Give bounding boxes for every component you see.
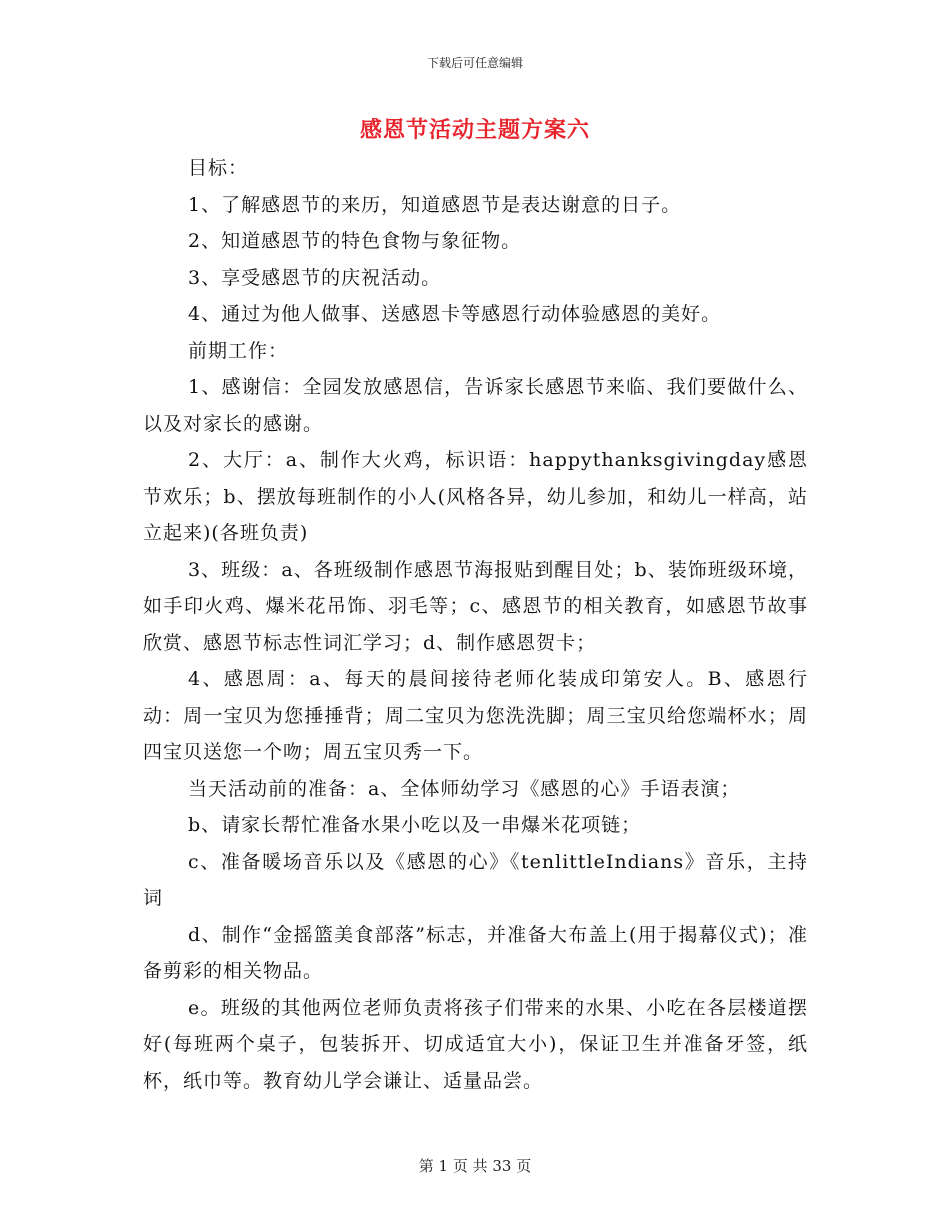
paragraph: e。班级的其他两位老师负责将孩子们带来的水果、小吃在各层楼道摆好(每班两个桌子，包装拆开、切成适宜大小)，保证卫生并准备牙签，纸杯，纸巾等。教育幼儿学会谦让、适量品尝。 xyxy=(143,996,808,1092)
paragraph: 目标： xyxy=(188,157,249,179)
paragraph: 1、了解感恩节的来历，知道感恩节是表达谢意的日子。 xyxy=(188,193,682,216)
paragraph: c、准备暖场音乐以及《感恩的心》《tenlittleIndians》音乐，主持词 xyxy=(143,850,808,909)
paragraph: 4、通过为他人做事、送感恩卡等感恩行动体验感恩的美好。 xyxy=(188,303,722,325)
document-title: 感恩节活动主题方案六 xyxy=(359,117,590,143)
paragraph: 3、班级：a、各班级制作感恩节海报贴到醒目处；b、装饰班级环境，如手印火鸡、爆米花吊饰、羽毛等；c、感恩节的相关教育，如感恩节故事欣赏、感恩节标志性词汇学习；d、制作感恩贺卡； xyxy=(143,558,808,654)
paragraph: 1、感谢信：全园发放感恩信，告诉家长感恩节来临、我们要做什么、以及对家长的感谢。 xyxy=(143,376,808,435)
paragraph: 2、知道感恩节的特色食物与象征物。 xyxy=(188,230,522,252)
paragraph: 前期工作： xyxy=(188,339,289,362)
document-body xyxy=(143,150,808,1099)
paragraph: 4、感恩周：a、每天的晨间接待老师化装成印第安人。B、感恩行动：周一宝贝为您捶捶背；周二宝贝为您洗洗脚；周三宝贝给您端杯水；周四宝贝送您一个吻；周五宝贝秀一下。 xyxy=(143,668,808,763)
page-header-note: 下载后可任意编辑 xyxy=(426,56,523,70)
paragraph: d、制作“金摇篮美食部落”标志，并准备大布盖上(用于揭幕仪式)；准备剪彩的相关物品。 xyxy=(143,923,808,982)
paragraph: 3、享受感恩节的庆祝活动。 xyxy=(188,266,442,289)
paragraph: 2、大厅：a、制作大火鸡，标识语：happythanksgivingday感恩节欢乐；b、摆放每班制作的小人(风格各异，幼儿参加，和幼儿一样高，站立起来)(各班负责) xyxy=(143,449,808,544)
paragraph: b、请家长帮忙准备水果小吃以及一串爆米花项链； xyxy=(188,814,642,836)
paragraph: 当天活动前的准备：a、全体师幼学习《感恩的心》手语表演； xyxy=(188,777,741,800)
page-footer-number: 第 1 页 共 33 页 xyxy=(418,1157,532,1175)
